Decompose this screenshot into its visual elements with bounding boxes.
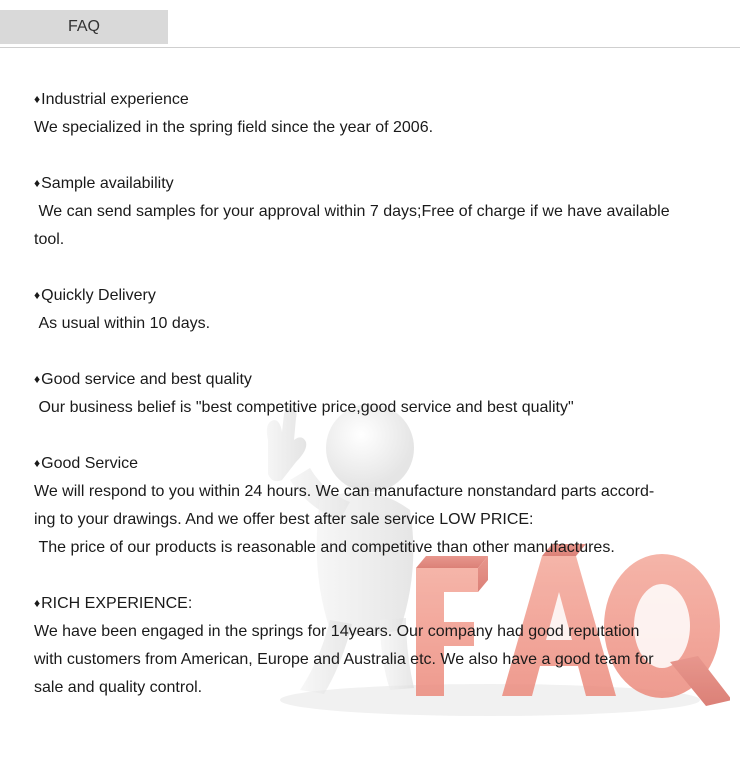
faq-item [34,86,734,142]
faq-answer-line: tool. [34,231,65,248]
faq-item [34,590,734,702]
faq-question-text: RICH EXPERIENCE: [41,595,193,612]
diamond-bullet-icon: ♦ [34,596,41,610]
diamond-bullet-icon: ♦ [34,288,41,302]
faq-question [34,366,734,394]
faq-item [34,366,734,422]
faq-answer-line: with customers from American, Europe and Australia etc. We also have a good team for [34,651,654,668]
faq-answer-line: The price of our products is reasonable and competitive than other manufactures. [34,539,615,556]
diamond-bullet-icon: ♦ [34,372,41,386]
faq-answer-line: As usual within 10 days. [34,315,211,332]
faq-question [34,450,734,478]
faq-tab[interactable] [0,10,168,44]
faq-question-text: Quickly Delivery [41,287,156,304]
diamond-bullet-icon: ♦ [34,92,41,106]
faq-list [34,86,734,730]
faq-question-text: Good Service [41,455,139,472]
faq-answer-line: We will respond to you within 24 hours. We can manufacture nonstandard parts accord- [34,483,655,500]
diamond-bullet-icon: ♦ [34,176,41,190]
faq-item [34,282,734,338]
faq-answer-line: We can send samples for your approval within 7 days;Free of charge if we have available [34,203,670,220]
faq-item [34,450,734,562]
faq-answer-line: Our business belief is "best competitive price,good service and best quality" [34,399,574,416]
faq-tab-label: FAQ [67,18,100,35]
diamond-bullet-icon: ♦ [34,456,41,470]
faq-question-text: Sample availability [41,175,174,192]
faq-question [34,170,734,198]
faq-question-text: Good service and best quality [41,371,252,388]
faq-answer-line: sale and quality control. [34,679,203,696]
faq-answer-line: ing to your drawings. And we offer best after sale service LOW PRICE: [34,511,534,528]
faq-answer-line: We specialized in the spring field since the year of 2006. [34,119,434,136]
faq-question [34,86,734,114]
faq-question [34,590,734,618]
faq-item [34,170,734,254]
faq-answer-line: We have been engaged in the springs for 14years. Our company had good reputation [34,623,640,640]
header-divider [0,47,740,48]
faq-question-text: Industrial experience [41,91,189,108]
faq-question [34,282,734,310]
